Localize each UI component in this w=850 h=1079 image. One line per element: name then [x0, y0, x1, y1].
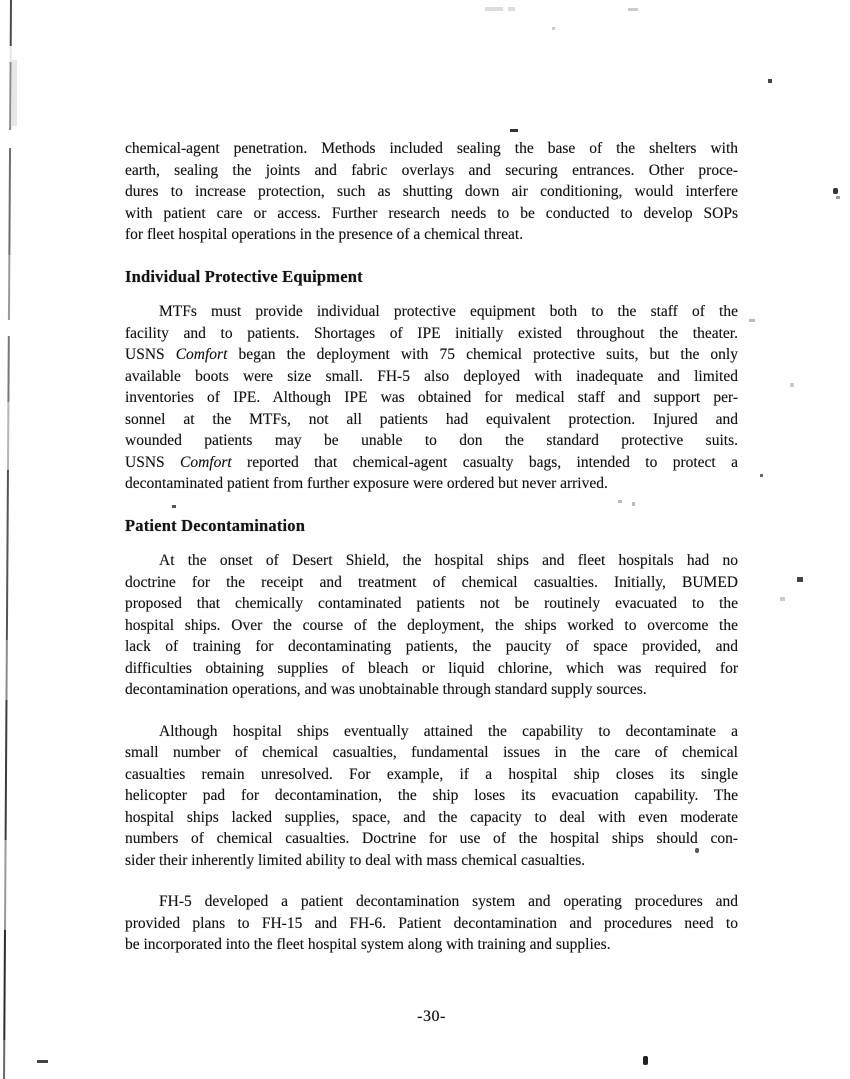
scan-speck: [833, 188, 838, 194]
scan-speck: [510, 129, 518, 132]
text-line: sonnel at the MTFs, not all patients had equivalent protection. Injured and: [125, 410, 738, 428]
scan-edge-line-artifact: [3, 0, 12, 1079]
section-heading: Patient Decontamination: [125, 515, 306, 535]
text-line: USNS Comfort began the deployment with 75 chemical protective suits, but the only: [125, 346, 738, 363]
scan-speck: [797, 577, 803, 582]
text-line: provided plans to FH-15 and FH-6. Patient decontamination and procedures need to: [125, 914, 738, 932]
text-line: MTFs must provide individual protective equipment both to the staff of the: [159, 303, 738, 320]
scan-smudge-artifact: [12, 60, 17, 126]
text-line: decontamination operations, and was unobtainable through standard supply sources.: [125, 681, 647, 698]
scan-speck: [749, 319, 755, 322]
page-number: -30-: [417, 1008, 446, 1025]
text-line: small number of chemical casualties, fundamental issues in the care of chemical: [125, 744, 738, 761]
scan-speck: [836, 196, 840, 199]
text-line: hospital ships. Over the course of the deployment, the ships worked to overcome the: [125, 616, 738, 634]
paragraph: [125, 301, 738, 495]
text-line: inventories of IPE. Although IPE was obtained for medical staff and support per-: [125, 389, 738, 406]
text-line: with patient care or access. Further research needs to be conducted to develop SOPs: [125, 204, 738, 222]
text-line: Although hospital ships eventually attained the capability to decontaminate a: [159, 722, 738, 740]
text-line: numbers of chemical casualties. Doctrine for use of the hospital ships should con-: [125, 830, 738, 847]
text-line: doctrine for the receipt and treatment of chemical casualties. Initially, BUMED: [125, 573, 738, 591]
text-line: chemical-agent penetration. Methods included sealing the base of the shelters with: [125, 140, 738, 157]
paragraph: [125, 550, 738, 701]
text-line: earth, sealing the joints and fabric overlays and securing entrances. Other proce-: [125, 161, 738, 179]
scan-speck: [760, 474, 763, 477]
scan-speck: [768, 79, 772, 83]
scan-speck: [643, 1056, 648, 1065]
text-line: difficulties obtaining supplies of bleach or liquid chlorine, which was required for: [125, 659, 738, 677]
text-line: be incorporated into the fleet hospital system along with training and supplies.: [125, 936, 611, 953]
scan-speck: [485, 7, 503, 11]
paragraph: [125, 891, 738, 956]
text-line: wounded patients may be unable to don the standard protective suits.: [125, 432, 738, 449]
text-line: USNS Comfort reported that chemical-agent casualty bags, intended to protect a: [125, 453, 738, 471]
text-line: casualties remain unresolved. For example, if a hospital ship closes its single: [125, 765, 738, 783]
scan-speck: [508, 7, 515, 11]
scan-speck: [628, 8, 638, 11]
text-line: helicopter pad for decontamination, the ship loses its evacuation capability. The: [125, 787, 738, 804]
text-line: sider their inherently limited ability to deal with mass chemical casualties.: [125, 851, 586, 869]
text-line: proposed that chemically contaminated patients not be routinely evacuated to the: [125, 595, 738, 612]
scan-speck: [780, 597, 785, 601]
scan-speck: [790, 383, 794, 387]
text-line: FH-5 developed a patient decontamination system and operating procedures and: [159, 893, 738, 910]
text-line: At the onset of Desert Shield, the hospital ships and fleet hospitals had no: [159, 552, 738, 569]
scan-speck: [552, 27, 555, 30]
paragraph: [125, 721, 738, 872]
text-line: hospital ships lacked supplies, space, and the capacity to deal with even moderate: [125, 808, 738, 826]
paragraph: [125, 138, 738, 246]
section-heading: Individual Protective Equipment: [125, 266, 363, 286]
text-line: available boots were size small. FH-5 also deployed with inadequate and limited: [125, 367, 738, 385]
text-line: facility and to patients. Shortages of IPE initially existed throughout the theater.: [125, 324, 738, 342]
text-line: decontaminated patient from further exposure were ordered but never arrived.: [125, 475, 608, 492]
scan-speck: [37, 1060, 48, 1063]
text-line: for fleet hospital operations in the presence of a chemical threat.: [125, 226, 524, 243]
text-line: lack of training for decontaminating patients, the paucity of space provided, and: [125, 638, 738, 655]
text-line: dures to increase protection, such as shutting down air conditioning, would interfere: [125, 183, 738, 200]
text-block: [125, 138, 738, 976]
